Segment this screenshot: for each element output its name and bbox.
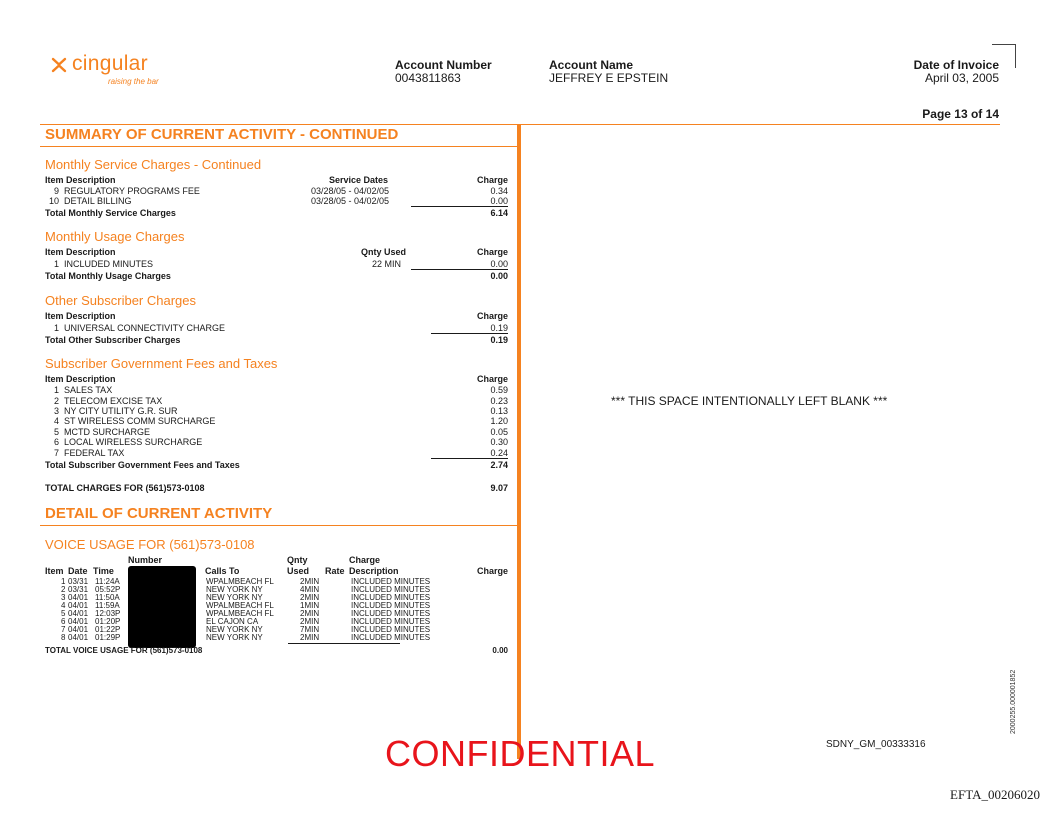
total-label: Total Subscriber Government Fees and Taxes: [45, 460, 240, 470]
item-description: SALES TAX: [64, 385, 113, 395]
table-row: [45, 396, 508, 406]
col-qnty: Qnty: [287, 555, 308, 565]
call-description: INCLUDED MINUTES: [351, 617, 431, 626]
call-date: 03/31: [68, 577, 89, 586]
subtotal-rule: [431, 333, 508, 334]
call-time: 01:29P: [95, 633, 121, 642]
call-description: INCLUDED MINUTES: [351, 577, 431, 586]
account-number-block: [395, 59, 492, 85]
item-description: MCTD SURCHARGE: [64, 427, 151, 437]
item-description: ST WIRELESS COMM SURCHARGE: [64, 416, 216, 426]
item-description: REGULATORY PROGRAMS FEE: [64, 186, 200, 196]
gov-fees-total-row: [45, 460, 508, 470]
summary-heading: SUMMARY OF CURRENT ACTIVITY - CONTINUED: [45, 126, 399, 143]
account-number: 0043811863: [395, 71, 461, 85]
call-destination: WPALMBEACH FL: [206, 577, 274, 586]
total-value: 6.14: [490, 208, 508, 218]
call-minutes: 2MIN: [300, 617, 320, 626]
call-minutes: 4MIN: [300, 585, 320, 594]
account-name: JEFFREY E EPSTEIN: [549, 71, 669, 85]
table-row: [45, 427, 508, 437]
call-date: 04/01: [68, 593, 89, 602]
col-charge: Charge: [476, 374, 508, 384]
col-charge-top: Charge: [349, 555, 381, 565]
efta-document-id: EFTA_00206020: [950, 787, 1040, 802]
call-minutes: 2MIN: [300, 633, 320, 642]
item-number: 1: [54, 323, 60, 333]
item-number: 7: [54, 448, 60, 458]
col-item-description: Item Description: [45, 175, 116, 185]
col-number: Number: [128, 555, 163, 565]
call-minutes: 7MIN: [300, 625, 320, 634]
total-label: Total Monthly Usage Charges: [45, 271, 171, 281]
detail-heading: DETAIL OF CURRENT ACTIVITY: [45, 505, 273, 522]
col-charge: Charge: [476, 566, 508, 576]
confidential-stamp: CONFIDENTIAL: [385, 733, 656, 774]
call-item: 1: [61, 577, 66, 586]
col-charge: Charge: [476, 175, 508, 185]
table-row: [45, 186, 508, 196]
item-charge: 0.05: [490, 427, 508, 437]
item-number: 4: [54, 416, 60, 426]
call-date: 04/01: [68, 609, 89, 618]
call-time: 12:03P: [95, 609, 121, 618]
call-date: 03/31: [68, 585, 89, 594]
detail-heading-rule: [40, 525, 517, 526]
monthly-service-heading: Monthly Service Charges - Continued: [45, 157, 262, 172]
call-item: 7: [61, 625, 66, 634]
call-item: 2: [61, 585, 66, 594]
account-number-label: Account Number: [395, 58, 492, 72]
col-qnty-used: Qnty Used: [361, 247, 407, 257]
call-destination: EL CAJON CA: [206, 617, 259, 626]
summary-heading-rule: [40, 146, 517, 147]
item-number: 1: [54, 259, 60, 269]
gov-fees-header-row: [45, 374, 508, 384]
item-charge: 0.34: [490, 186, 508, 196]
call-date: 04/01: [68, 617, 89, 626]
call-time: 05:52P: [95, 585, 121, 594]
table-row: [45, 259, 508, 269]
call-date: 04/01: [68, 633, 89, 642]
table-row: [45, 196, 508, 206]
item-number: 3: [54, 406, 60, 416]
table-row: [45, 406, 508, 416]
grand-total-row: [45, 483, 508, 493]
page-number: Page 13 of 14: [922, 107, 999, 121]
blank-space-notice: *** THIS SPACE INTENTIONALLY LEFT BLANK ***: [611, 394, 888, 408]
item-description: FEDERAL TAX: [64, 448, 125, 458]
col-used: Used: [287, 566, 310, 576]
call-destination: NEW YORK NY: [206, 625, 263, 634]
col-description: Description: [349, 566, 399, 576]
other-subscriber-header-row: [45, 311, 508, 321]
table-row: [45, 437, 508, 447]
item-description: UNIVERSAL CONNECTIVITY CHARGE: [64, 323, 226, 333]
call-description: INCLUDED MINUTES: [351, 585, 431, 594]
voice-usage-header-top: [45, 555, 515, 565]
col-item-description: Item Description: [45, 374, 116, 384]
voice-usage-heading: VOICE USAGE FOR (561)573-0108: [45, 537, 255, 552]
total-label: Total Other Subscriber Charges: [45, 335, 181, 345]
call-item: 5: [61, 609, 66, 618]
call-item: 8: [61, 633, 66, 642]
col-item: Item: [45, 566, 64, 576]
call-description: INCLUDED MINUTES: [351, 633, 431, 642]
call-time: 11:50A: [95, 593, 120, 602]
call-row: [45, 634, 515, 642]
call-destination: WPALMBEACH FL: [206, 601, 274, 610]
item-charge: 0.00: [490, 259, 508, 269]
call-item: 4: [61, 601, 66, 610]
gov-fees-heading: Subscriber Government Fees and Taxes: [45, 356, 278, 371]
item-charge: 0.30: [490, 437, 508, 447]
call-item: 6: [61, 617, 66, 626]
total-value: 0.19: [490, 335, 508, 345]
invoice-date-label: Date of Invoice: [913, 58, 999, 72]
call-minutes: 2MIN: [300, 609, 320, 618]
table-row: [45, 385, 508, 395]
item-description: DETAIL BILLING: [64, 196, 132, 206]
col-charge: Charge: [476, 311, 508, 321]
item-charge: 0.23: [490, 396, 508, 406]
item-charge: 0.00: [490, 196, 508, 206]
voice-total-value: 0.00: [492, 646, 508, 655]
col-calls-to: Calls To: [205, 566, 240, 576]
voice-usage-rule: [288, 643, 400, 644]
item-number: 10: [49, 196, 60, 206]
service-dates: 03/28/05 - 04/02/05: [311, 196, 390, 206]
call-destination: NEW YORK NY: [206, 585, 263, 594]
table-row: [45, 416, 508, 426]
subtotal-rule: [411, 269, 508, 270]
invoice-date-block: [914, 59, 999, 85]
call-time: 01:22P: [95, 625, 121, 634]
call-time: 01:20P: [95, 617, 121, 626]
table-row: [45, 448, 508, 458]
col-time: Time: [93, 566, 114, 576]
item-number: 1: [54, 385, 60, 395]
monthly-usage-total-row: [45, 271, 508, 281]
col-item-description: Item Description: [45, 247, 116, 257]
total-label: Total Monthly Service Charges: [45, 208, 176, 218]
subtotal-rule: [411, 206, 508, 207]
cingular-x-logo-icon: [50, 56, 68, 74]
item-charge: 0.24: [490, 448, 508, 458]
voice-total-label: TOTAL VOICE USAGE FOR (561)573-0108: [45, 646, 203, 655]
sdny-bates-number: SDNY_GM_00333316: [826, 739, 926, 750]
account-name-block: [549, 59, 668, 85]
item-number: 5: [54, 427, 60, 437]
total-value: 0.00: [490, 271, 508, 281]
call-destination: NEW YORK NY: [206, 633, 263, 642]
call-destination: NEW YORK NY: [206, 593, 263, 602]
invoice-date: April 03, 2005: [924, 71, 999, 85]
call-time: 11:59A: [95, 601, 120, 610]
item-description: INCLUDED MINUTES: [64, 259, 154, 269]
col-charge: Charge: [476, 247, 508, 257]
other-subscriber-total-row: [45, 335, 508, 345]
call-description: INCLUDED MINUTES: [351, 625, 431, 634]
grand-total-value: 9.07: [490, 483, 508, 493]
monthly-service-total-row: [45, 208, 508, 218]
side-bates-number: 2000255.000001852: [1010, 669, 1017, 734]
monthly-usage-heading: Monthly Usage Charges: [45, 229, 185, 244]
call-minutes: 2MIN: [300, 593, 320, 602]
item-charge: 0.13: [490, 406, 508, 416]
call-minutes: 1MIN: [300, 601, 320, 610]
other-subscriber-heading: Other Subscriber Charges: [45, 293, 197, 308]
call-time: 11:24A: [95, 577, 120, 586]
monthly-usage-header-row: [45, 247, 508, 257]
qnty-used: 22 MIN: [372, 259, 402, 269]
table-row: [45, 323, 508, 333]
call-minutes: 2MIN: [300, 577, 320, 586]
cingular-logo: [50, 54, 160, 94]
col-date: Date: [68, 566, 88, 576]
call-description: INCLUDED MINUTES: [351, 601, 431, 610]
col-service-dates: Service Dates: [329, 175, 389, 185]
call-description: INCLUDED MINUTES: [351, 593, 431, 602]
grand-total-label: TOTAL CHARGES FOR (561)573-0108: [45, 483, 205, 493]
call-description: INCLUDED MINUTES: [351, 609, 431, 618]
account-name-label: Account Name: [549, 58, 634, 72]
call-item: 3: [61, 593, 66, 602]
redaction-block: [128, 566, 196, 648]
item-number: 2: [54, 396, 60, 406]
subtotal-rule: [431, 458, 508, 459]
call-date: 04/01: [68, 625, 89, 634]
voice-usage-header-bottom: [45, 566, 515, 576]
call-destination: WPALMBEACH FL: [206, 609, 274, 618]
column-divider: [517, 124, 521, 759]
col-item-description: Item Description: [45, 311, 116, 321]
brand-tagline: raising the bar: [108, 77, 159, 86]
item-charge: 0.19: [490, 323, 508, 333]
call-date: 04/01: [68, 601, 89, 610]
total-value: 2.74: [490, 460, 508, 470]
item-charge: 1.20: [490, 416, 508, 426]
item-charge: 0.59: [490, 385, 508, 395]
item-description: TELECOM EXCISE TAX: [64, 396, 163, 406]
monthly-service-header-row: [45, 175, 508, 185]
col-rate: Rate: [325, 566, 345, 576]
item-number: 6: [54, 437, 60, 447]
corner-crop-mark: [992, 44, 1016, 68]
item-description: LOCAL WIRELESS SURCHARGE: [64, 437, 203, 447]
voice-usage-total-row: [45, 647, 515, 655]
item-description: NY CITY UTILITY G.R. SUR: [64, 406, 178, 416]
service-dates: 03/28/05 - 04/02/05: [311, 186, 390, 196]
item-number: 9: [54, 186, 60, 196]
brand-name: cingular: [72, 52, 148, 75]
